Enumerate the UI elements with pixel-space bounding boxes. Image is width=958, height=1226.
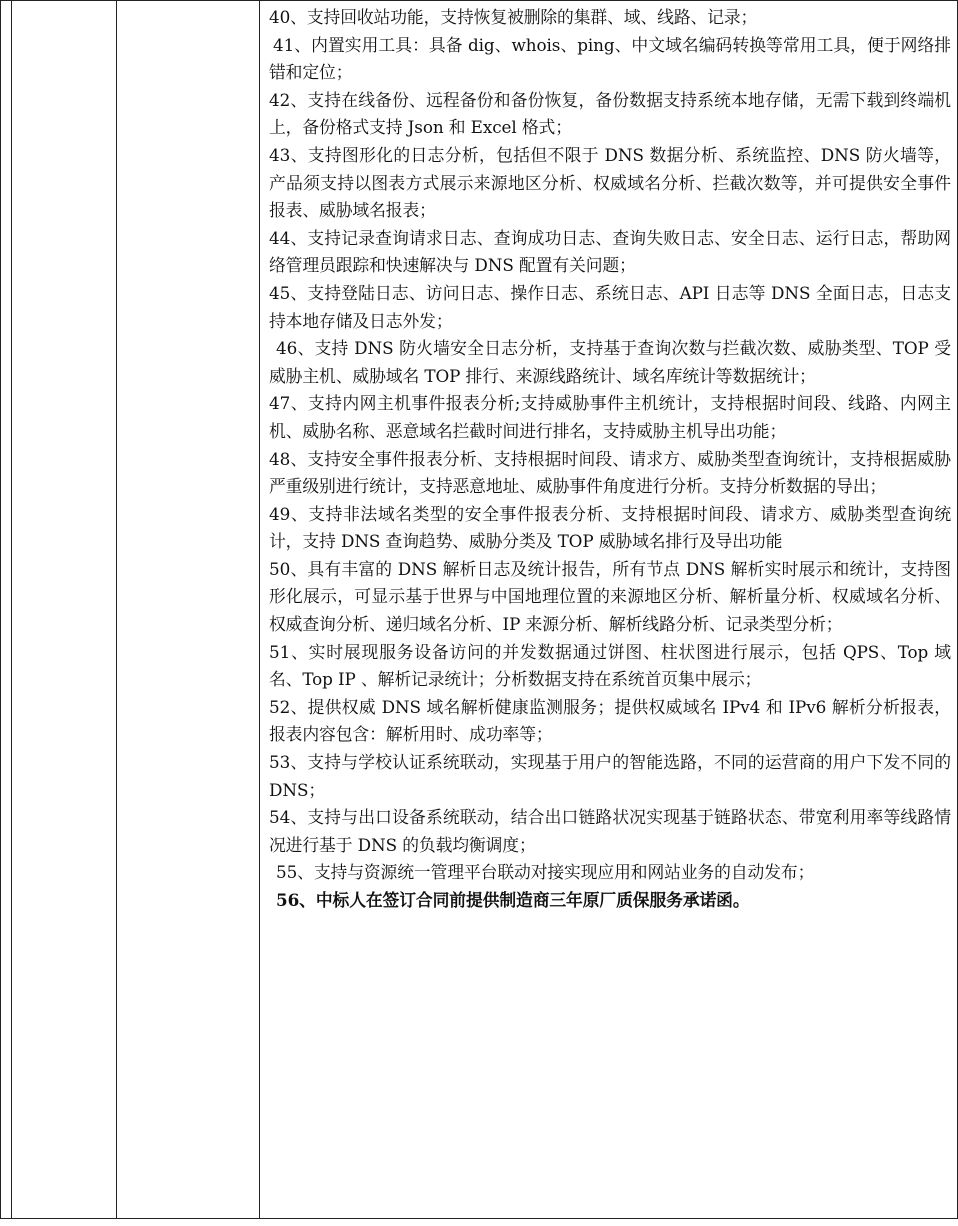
requirement-45: 45、支持登陆日志、访问日志、操作日志、系统日志、API 日志等 DNS 全面日志，日志支持本地存储及日志外发； (269, 282, 951, 331)
requirement-54: 54、支持与出口设备系统联动，结合出口链路状况实现基于链路状态、带宽利用率等线路情况进行基于 DNS 的负载均衡调度； (269, 807, 951, 855)
requirement-53: 53、支持与学校认证系统联动，实现基于用户的智能选路，不同的运营商的用户下发不同的 DNS； (269, 752, 951, 800)
table-row (1, 1, 958, 1219)
requirement-55: 55、支持与资源统一管理平台联动对接实现应用和网站业务的自动发布； (276, 862, 815, 883)
requirement-50: 50、具有丰富的 DNS 解析日志及统计报告，所有节点 DNS 解析实时展示和统计，支持图形化展示，可显示基于世界与中国地理位置的来源地区分析、解析量分析、权威域名分析、权威查询分析、递归域名分析、IP 来源分析、解析线路分析、记录类型分析； (269, 558, 951, 635)
requirement-41: 41、内置实用工具：具备 dig、whois、ping、中文域名编码转换等常用工具，便于网络排错和定位； (269, 34, 951, 83)
requirement-43: 43、支持图形化的日志分析，包括但不限于 DNS 数据分析、系统监控、DNS 防火墙等，产品须支持以图表方式展示来源地区分析、权威域名分析、拦截次数等，并可提供安全事件报表、威胁域名报表； (269, 144, 951, 221)
requirement-51: 51、实时展现服务设备访问的并发数据通过饼图、柱状图进行展示，包括 QPS、Top 域名、Top IP 、解析记录统计；分析数据支持在系统首页集中展示； (269, 641, 951, 690)
requirement-40: 40、支持回收站功能，支持恢复被删除的集群、域、线路、记录； (269, 7, 758, 27)
requirement-42: 42、支持在线备份、远程备份和备份恢复，备份数据支持系统本地存储，无需下载到终端机上，备份格式支持 Json 和 Excel 格式； (269, 89, 951, 138)
requirement-48: 48、支持安全事件报表分析、支持根据时间段、请求方、威胁类型查询统计，支持根据威胁严重级别进行统计，支持恶意地址、威胁事件角度进行分析。支持分析数据的导出； (269, 448, 951, 497)
requirement-56: 56、中标人在签订合同前提供制造商三年原厂质保服务承诺函。 (276, 890, 750, 910)
requirement-52: 52、提供权威 DNS 域名解析健康监测服务；提供权威域名 IPv4 和 IPv6 解析分析报表，报表内容包含：解析用时、成功率等； (269, 696, 951, 745)
requirement-46: 46、支持 DNS 防火墙安全日志分析，支持基于查询次数与拦截次数、威胁类型、TOP 受威胁主机、威胁域名 TOP 排行、来源线路统计、域名库统计等数据统计； (269, 338, 951, 386)
requirement-44: 44、支持记录查询请求日志、查询成功日志、查询失败日志、安全日志、运行日志，帮助网络管理员跟踪和快速解决与 DNS 配置有关问题； (269, 227, 951, 276)
requirements-cell (260, 1, 958, 1219)
requirement-47: 47、支持内网主机事件报表分析;支持威胁事件主机统计，支持根据时间段、线路、内网主机、威胁名称、恶意域名拦截时间进行排名，支持威胁主机导出功能； (269, 393, 951, 441)
index-cell (1, 1, 12, 1219)
requirement-49: 49、支持非法域名类型的安全事件报表分析、支持根据时间段、请求方、威胁类型查询统计，支持 DNS 查询趋势、威胁分类及 TOP 威胁域名排行及导出功能 (269, 503, 951, 552)
quantity-cell (117, 1, 260, 1219)
item-name-cell (12, 1, 117, 1219)
